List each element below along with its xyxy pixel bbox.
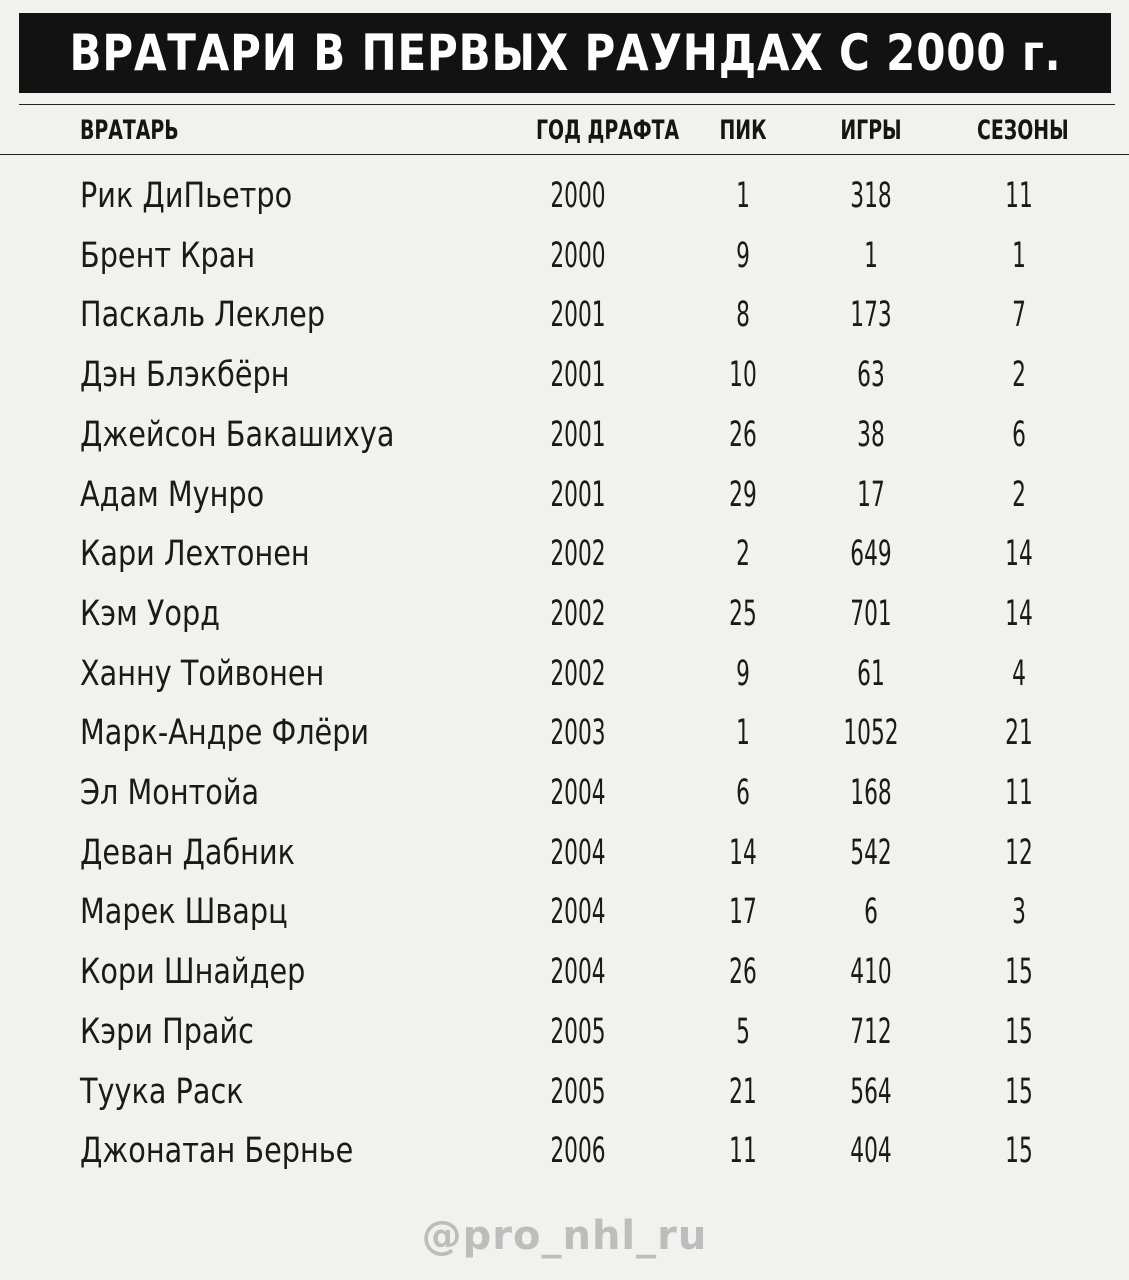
goalie-name: Дэн Блэкбёрн bbox=[80, 355, 290, 395]
goalie-name: Джонатан Бернье bbox=[80, 1131, 354, 1171]
draft-year: 2001 bbox=[550, 355, 606, 395]
column-header-games: ИГРЫ bbox=[840, 115, 902, 146]
games-count: 63 bbox=[857, 355, 885, 395]
draft-year: 2004 bbox=[550, 892, 606, 932]
table-row bbox=[0, 765, 1129, 821]
pick-number: 25 bbox=[729, 594, 757, 634]
draft-year: 2002 bbox=[550, 534, 606, 574]
seasons-count: 11 bbox=[1005, 176, 1033, 216]
draft-year: 2005 bbox=[550, 1012, 606, 1052]
watermark: @pro_nhl_ru bbox=[421, 1213, 708, 1259]
draft-year: 2004 bbox=[550, 833, 606, 873]
goalie-name: Кари Лехтонен bbox=[80, 534, 310, 574]
draft-year: 2004 bbox=[550, 773, 606, 813]
games-count: 17 bbox=[857, 475, 885, 515]
pick-number: 8 bbox=[736, 295, 750, 335]
games-count: 38 bbox=[857, 415, 885, 455]
table-row bbox=[0, 586, 1129, 642]
table-row bbox=[0, 168, 1129, 224]
goalie-name: Кэм Уорд bbox=[80, 594, 221, 634]
pick-number: 11 bbox=[729, 1131, 757, 1171]
table-row bbox=[0, 825, 1129, 881]
draft-year: 2001 bbox=[550, 475, 606, 515]
seasons-count: 15 bbox=[1005, 952, 1033, 992]
page-title: ВРАТАРИ В ПЕРВЫХ РАУНДАХ С 2000 г. bbox=[69, 24, 1061, 82]
table-row bbox=[0, 407, 1129, 463]
table-row bbox=[0, 705, 1129, 761]
table-header bbox=[0, 110, 1129, 152]
games-count: 542 bbox=[850, 833, 892, 873]
seasons-count: 4 bbox=[1012, 654, 1026, 694]
games-count: 649 bbox=[850, 534, 892, 574]
column-header-goalie: ВРАТАРЬ bbox=[80, 115, 179, 146]
pick-number: 9 bbox=[736, 654, 750, 694]
table-row bbox=[0, 1064, 1129, 1120]
games-count: 61 bbox=[857, 654, 885, 694]
games-count: 6 bbox=[864, 892, 878, 932]
games-count: 1052 bbox=[843, 713, 899, 753]
draft-year: 2001 bbox=[550, 295, 606, 335]
pick-number: 1 bbox=[736, 713, 750, 753]
goalie-name: Ханну Тойвонен bbox=[80, 654, 325, 694]
draft-year: 2000 bbox=[550, 236, 606, 276]
goalie-name: Марек Шварц bbox=[80, 892, 288, 932]
seasons-count: 14 bbox=[1005, 594, 1033, 634]
games-count: 173 bbox=[850, 295, 892, 335]
draft-year: 2002 bbox=[550, 654, 606, 694]
pick-number: 26 bbox=[729, 952, 757, 992]
games-count: 168 bbox=[850, 773, 892, 813]
draft-year: 2003 bbox=[550, 713, 606, 753]
goalie-name: Эл Монтойа bbox=[80, 773, 260, 813]
table-row bbox=[0, 646, 1129, 702]
pick-number: 9 bbox=[736, 236, 750, 276]
seasons-count: 1 bbox=[1012, 236, 1026, 276]
table-row bbox=[0, 944, 1129, 1000]
seasons-count: 6 bbox=[1012, 415, 1026, 455]
seasons-count: 11 bbox=[1005, 773, 1033, 813]
seasons-count: 15 bbox=[1005, 1072, 1033, 1112]
table-row bbox=[0, 1123, 1129, 1179]
seasons-count: 15 bbox=[1005, 1012, 1033, 1052]
games-count: 318 bbox=[850, 176, 892, 216]
goalie-name: Джейсон Бакашихуа bbox=[80, 415, 395, 455]
pick-number: 5 bbox=[736, 1012, 750, 1052]
pick-number: 29 bbox=[729, 475, 757, 515]
seasons-count: 14 bbox=[1005, 534, 1033, 574]
pick-number: 21 bbox=[729, 1072, 757, 1112]
goalie-name: Брент Кран bbox=[80, 236, 256, 276]
table-row bbox=[0, 526, 1129, 582]
column-header-pick: ПИК bbox=[719, 115, 767, 146]
column-header-draft-year: ГОД ДРАФТА bbox=[536, 115, 680, 146]
seasons-count: 12 bbox=[1005, 833, 1033, 873]
seasons-count: 7 bbox=[1012, 295, 1026, 335]
goalie-name: Туука Раск bbox=[80, 1072, 244, 1112]
table-row bbox=[0, 228, 1129, 284]
games-count: 564 bbox=[850, 1072, 892, 1112]
games-count: 701 bbox=[850, 594, 892, 634]
games-count: 712 bbox=[850, 1012, 892, 1052]
draft-year: 2006 bbox=[550, 1131, 606, 1171]
goalie-name: Марк-Андре Флёри bbox=[80, 713, 370, 753]
goalie-name: Паскаль Леклер bbox=[80, 295, 326, 335]
pick-number: 14 bbox=[729, 833, 757, 873]
table-row bbox=[0, 287, 1129, 343]
draft-year: 2005 bbox=[550, 1072, 606, 1112]
header-divider bbox=[0, 154, 1129, 155]
pick-number: 6 bbox=[736, 773, 750, 813]
pick-number: 26 bbox=[729, 415, 757, 455]
seasons-count: 21 bbox=[1005, 713, 1033, 753]
draft-year: 2002 bbox=[550, 594, 606, 634]
seasons-count: 3 bbox=[1012, 892, 1026, 932]
games-count: 404 bbox=[850, 1131, 892, 1171]
goalie-name: Адам Мунро bbox=[80, 475, 265, 515]
table-row bbox=[0, 467, 1129, 523]
pick-number: 10 bbox=[729, 355, 757, 395]
seasons-count: 2 bbox=[1012, 355, 1026, 395]
draft-year: 2001 bbox=[550, 415, 606, 455]
seasons-count: 2 bbox=[1012, 475, 1026, 515]
pick-number: 17 bbox=[729, 892, 757, 932]
table-row bbox=[0, 347, 1129, 403]
draft-year: 2004 bbox=[550, 952, 606, 992]
games-count: 1 bbox=[864, 236, 878, 276]
pick-number: 2 bbox=[736, 534, 750, 574]
seasons-count: 15 bbox=[1005, 1131, 1033, 1171]
goalie-name: Рик ДиПьетро bbox=[80, 176, 293, 216]
title-banner bbox=[19, 13, 1111, 93]
table-row bbox=[0, 884, 1129, 940]
pick-number: 1 bbox=[736, 176, 750, 216]
top-divider bbox=[19, 104, 1115, 105]
goalie-name: Кэри Прайс bbox=[80, 1012, 254, 1052]
goalie-name: Деван Дабник bbox=[80, 833, 295, 873]
table-row bbox=[0, 1004, 1129, 1060]
draft-year: 2000 bbox=[550, 176, 606, 216]
column-header-seasons: СЕЗОНЫ bbox=[977, 115, 1069, 146]
games-count: 410 bbox=[850, 952, 892, 992]
goalie-name: Кори Шнайдер bbox=[80, 952, 306, 992]
